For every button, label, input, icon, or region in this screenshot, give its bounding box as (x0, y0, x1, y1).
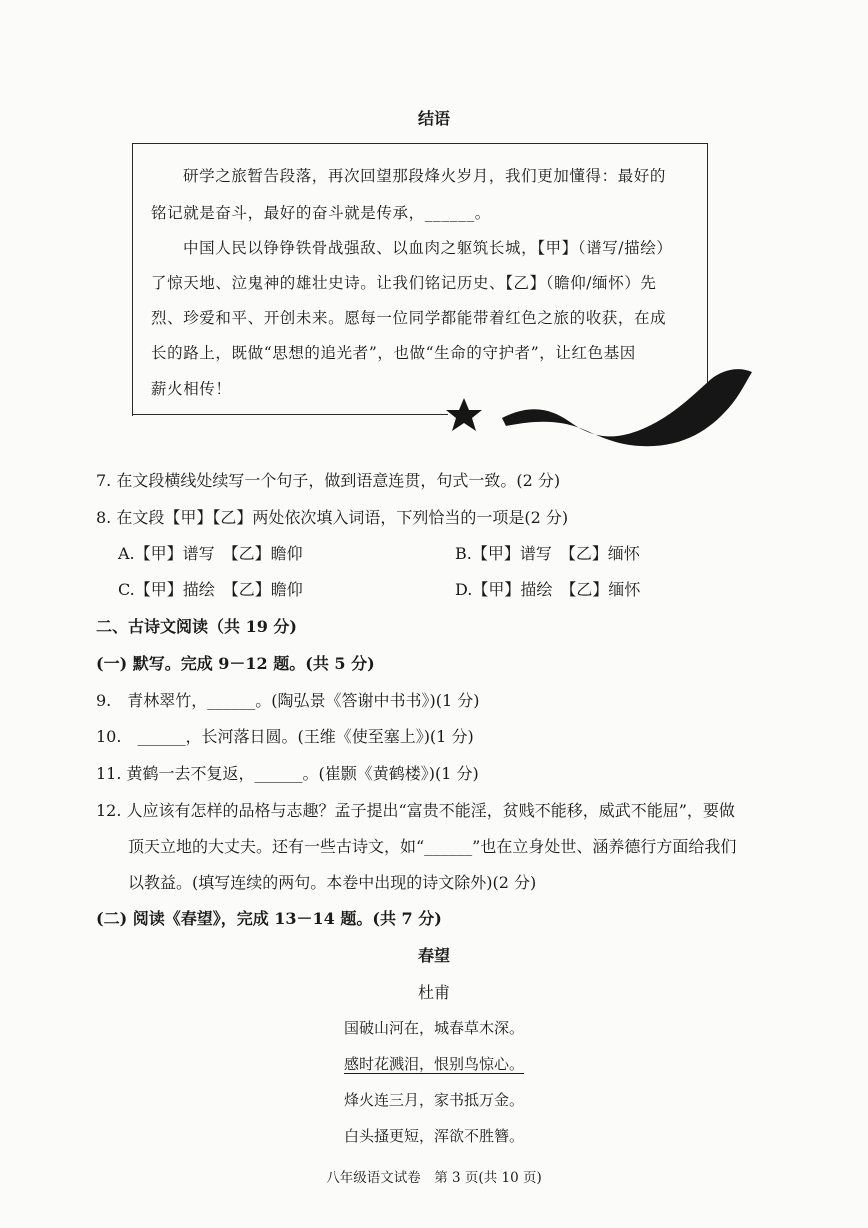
poem-line-2: 感时花溅泪，恨别鸟惊心。 (343, 1055, 524, 1073)
passage-line-4: 了惊天地、泣鬼神的雄壮史诗。让我们铭记历史、【乙】（瞻仰/缅怀）先 (151, 274, 657, 292)
option-a[interactable]: A.【甲】谱写 【乙】瞻仰 (118, 544, 303, 563)
option-c[interactable]: C.【甲】描绘 【乙】瞻仰 (118, 580, 303, 599)
passage-line-7: 薪火相传！ (151, 380, 232, 398)
conclusion-heading: 结语 (417, 109, 450, 128)
passage-box-bottom-border (132, 414, 448, 415)
passage-line-1: 研学之旅暂告段落，再次回望那段烽火岁月，我们更加懂得：最好的 (183, 167, 667, 185)
poem-title: 春望 (417, 946, 450, 965)
poem-line-4: 白头搔更短，浑欲不胜簪。 (343, 1127, 524, 1145)
question-11: 11. 黄鹤一去不复返，______。(崔颢《黄鹤楼》)(1 分) (96, 764, 479, 783)
question-10: 10. ______，长河落日圆。(王维《使至塞上》)(1 分) (96, 727, 474, 746)
star-ribbon-decoration (440, 360, 760, 450)
passage-line-6: 长的路上，既做“思想的追光者”，也做“生命的守护者”，让红色基因 (151, 344, 636, 362)
passage-line-5: 烈、珍爱和平、开创未来。愿每一位同学都能带着红色之旅的收获，在成 (151, 309, 667, 327)
star-icon (446, 398, 482, 431)
question-8: 8. 在文段【甲】【乙】两处依次填入词语，下列恰当的一项是(2 分) (96, 508, 569, 527)
question-7: 7. 在文段横线处续写一个句子，做到语意连贯，句式一致。(2 分) (96, 471, 561, 490)
question-12-line-2: 顶天立地的大丈夫。还有一些古诗文，如“______”也在立身处世、涵养德行方面给我们 (128, 837, 737, 856)
page-footer: 八年级语文试卷 第 3 页(共 10 页) (326, 1170, 542, 1186)
question-12-line-1: 12. 人应该有怎样的品格与志趣？孟子提出“富贵不能淫，贫贱不能移，威武不能屈”，要做 (96, 801, 735, 820)
poem-line-1: 国破山河在，城春草木深。 (343, 1019, 524, 1037)
section-2-heading: 二、古诗文阅读（共 19 分) (96, 617, 297, 636)
passage-line-3: 中国人民以铮铮铁骨战强敌、以血肉之躯筑长城，【甲】（谱写/描绘） (183, 239, 673, 257)
passage-line-2: 铭记就是奋斗，最好的奋斗就是传承，______。 (151, 204, 491, 222)
part-1-heading: (一) 默写。完成 9－12 题。(共 5 分) (96, 654, 375, 673)
question-12-line-3: 以教益。(填写连续的两句。本卷中出现的诗文除外)(2 分) (128, 873, 537, 892)
option-d[interactable]: D.【甲】描绘 【乙】缅怀 (455, 580, 641, 599)
poem-author: 杜甫 (417, 983, 450, 1002)
option-b[interactable]: B.【甲】谱写 【乙】缅怀 (455, 544, 640, 563)
question-9: 9. 青林翠竹，______。(陶弘景《答谢中书书》)(1 分) (96, 691, 480, 710)
poem-line-2-underlined (0, 1053, 868, 1074)
poem-line-3: 烽火连三月，家书抵万金。 (343, 1091, 524, 1109)
part-2-heading: (二) 阅读《春望》，完成 13－14 题。(共 7 分) (96, 909, 442, 928)
